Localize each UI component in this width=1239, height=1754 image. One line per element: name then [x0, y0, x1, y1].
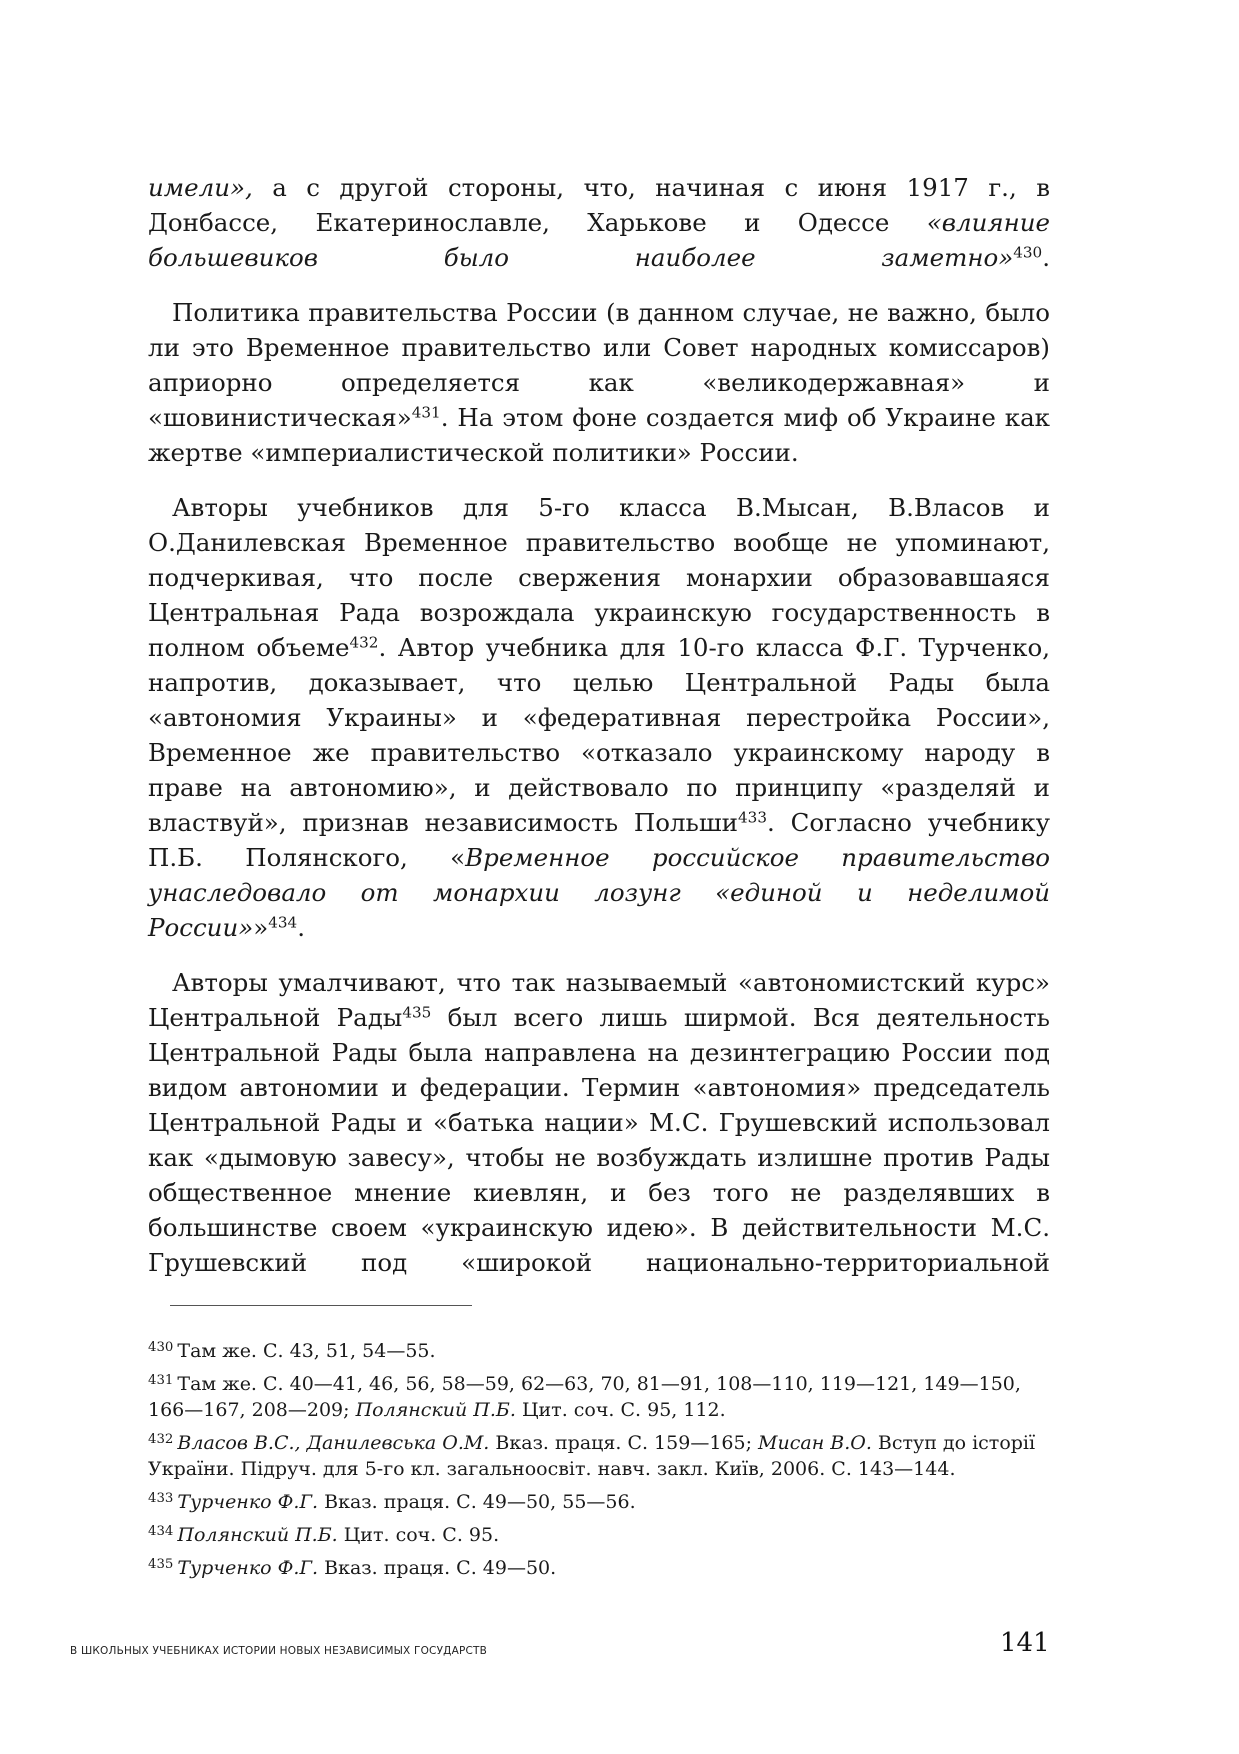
footnote-text: Там же. С. 43, 51, 54—55. — [177, 1340, 436, 1362]
text-fragment: Авторы умалчивают, что так называемый «автономистский курс» Центральной Рады — [148, 968, 1050, 1032]
footnote-434 — [148, 1522, 1050, 1548]
paragraph-2 — [148, 295, 1050, 470]
footnote-author: Турченко Ф.Г. — [177, 1491, 319, 1513]
paragraph-1 — [148, 170, 1050, 275]
footnote-author: Турченко Ф.Г. — [177, 1557, 319, 1579]
footnote-431 — [148, 1371, 1050, 1423]
footnote-433 — [148, 1489, 1050, 1515]
main-text — [148, 170, 1050, 1300]
text-fragment: . — [1042, 243, 1050, 272]
footnote-text: Вказ. праця. С. 49—50, 55—56. — [318, 1491, 636, 1513]
paragraph-4 — [148, 965, 1050, 1280]
footnote-text: Вступ до історії України. Підруч. для 5-го кл. загальноосвіт. навч. закл. Київ, 2006. С. 143—144. — [148, 1432, 1036, 1480]
italic-quote: Временное российское правительство унаследовало от монархии лозунг «единой и неделимой России» — [148, 843, 1050, 942]
footnote-text: Там же. С. 40—41, 46, 56, 58—59, 62—63, 70, 81—91, 108—110, 119—121, 149—150, 166—167, 208—209; — [148, 1373, 1021, 1421]
footnote-number: 435 — [148, 1557, 174, 1573]
footnote-number: 430 — [148, 1340, 174, 1356]
footnote-number: 434 — [148, 1524, 174, 1540]
text-fragment: а с другой стороны, что, начиная с июня 1917 г., в Донбассе, Екатеринославле, Харькове и Одессе — [148, 173, 1050, 237]
footnote-430 — [148, 1338, 1050, 1364]
footnote-number: 431 — [148, 1373, 174, 1389]
footnote-ref-430[interactable]: 430 — [1013, 243, 1043, 262]
text-fragment: » — [253, 913, 269, 942]
running-title: В ШКОЛЬНЫХ УЧЕБНИКАХ ИСТОРИИ НОВЫХ НЕЗАВИСИМЫХ ГОСУДАРСТВ — [70, 1645, 488, 1657]
text-fragment: . На этом фоне создается миф об Украине как жертве «империалистической политики» России. — [148, 403, 1050, 467]
text-fragment: . Согласно учебнику П.Б. Полянского, « — [148, 808, 1050, 872]
footnote-ref-432[interactable]: 432 — [349, 633, 379, 652]
footnotes — [148, 1338, 1050, 1588]
footnote-number: 432 — [148, 1432, 174, 1448]
footnote-author: Полянский П.Б. — [177, 1524, 338, 1546]
text-fragment: был всего лишь ширмой. Вся деятельность Центральной Рады была направлена на дезинтеграцию России под видом автономии и федерации. Термин «автономия» председатель Центральной Рады и «батька нации» М.С. Грушевский использовал как «дымовую завесу», чтобы не возбуждать излишне против Рады общественное мнение киевлян, и без того не разделявших в большинстве своем «украинскую идею». В действительности М.С. Грушевский под «широкой национально-территориальной — [148, 1003, 1050, 1277]
italic-fragment: имели», — [148, 173, 253, 202]
footnote-author: Власов В.С., Данилевська О.М. — [177, 1432, 490, 1454]
text-fragment: Политика правительства России (в данном случае, не важно, было ли это Временное правительство или Совет народных комиссаров) априорно определяется как «великодержавная» и «шовинистическая» — [148, 298, 1050, 432]
page-number: 141 — [1000, 1628, 1050, 1658]
footnote-text: Цит. соч. С. 95. — [337, 1524, 500, 1546]
footnote-435 — [148, 1555, 1050, 1581]
italic-quote: «влияние большевиков было наиболее заметно» — [148, 208, 1050, 272]
paragraph-3 — [148, 490, 1050, 945]
footnote-author: Полянский П.Б. — [355, 1399, 516, 1421]
footnote-text: Вказ. праця. С. 49—50. — [318, 1557, 557, 1579]
text-fragment: . Автор учебника для 10-го класса Ф.Г. Турченко, напротив, доказывает, что целью Центральной Рады была «автономия Украины» и «федеративная перестройка России», Временное же правительство «отказало украинскому народу в праве на автономию», и действовало по принципу «разделяй и властвуй», признав независимость Польши — [148, 633, 1050, 837]
footnote-text: Вказ. праця. С. 159—165; — [489, 1432, 759, 1454]
footnote-432 — [148, 1430, 1050, 1482]
footnote-ref-431[interactable]: 431 — [411, 403, 441, 422]
text-fragment: . — [297, 913, 306, 942]
text-fragment: Авторы учебников для 5-го класса В.Мысан, В.Власов и О.Данилевская Временное правительство вообще не упоминают, подчеркивая, что после свержения монархии образовавшаяся Центральная Рада возрождала украинскую государственность в полном объеме — [148, 493, 1050, 662]
footnote-ref-435[interactable]: 435 — [402, 1003, 432, 1022]
footnote-author: Мисан В.О. — [758, 1432, 872, 1454]
footnote-ref-434[interactable]: 434 — [268, 913, 298, 932]
footnote-text: Цит. соч. С. 95, 112. — [515, 1399, 726, 1421]
footnote-ref-433[interactable]: 433 — [738, 808, 767, 827]
footnote-number: 433 — [148, 1491, 174, 1507]
footnote-separator — [170, 1305, 472, 1306]
